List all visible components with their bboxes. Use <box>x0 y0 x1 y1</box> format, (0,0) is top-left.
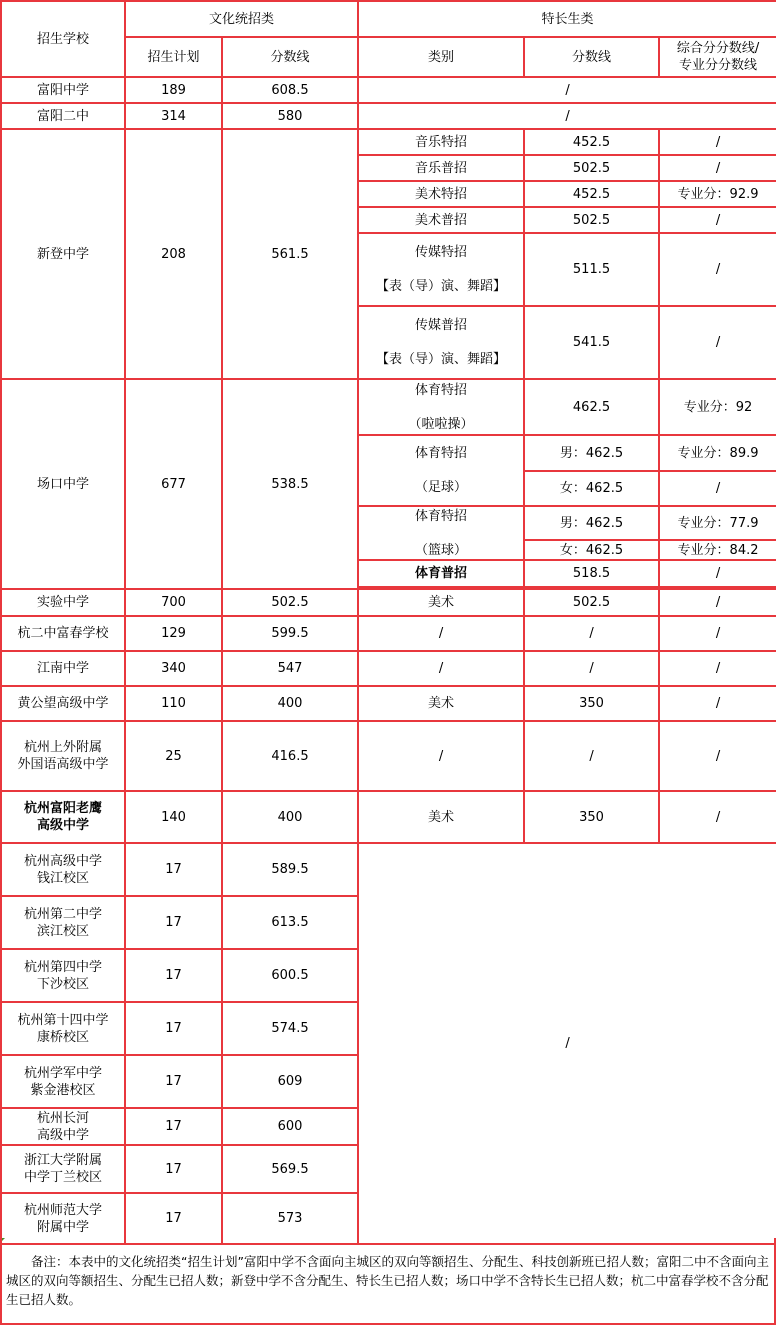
plan-value: 17 <box>125 1193 222 1244</box>
plan-value: 140 <box>125 791 222 843</box>
school-name: 富阳中学 <box>1 77 125 103</box>
special-extra: 专业分：77.9 <box>659 506 776 540</box>
special-extra: / <box>659 471 776 506</box>
score-value: 580 <box>222 103 358 129</box>
plan-value: 110 <box>125 686 222 721</box>
plan-value: 17 <box>125 843 222 896</box>
special-category: 体育特招 （啦啦操） <box>358 379 524 435</box>
score-value: 574.5 <box>222 1002 358 1055</box>
special-score: 462.5 <box>524 379 659 435</box>
special-extra: / <box>659 616 776 651</box>
special-category: 音乐特招 <box>358 129 524 155</box>
plan-value: 340 <box>125 651 222 686</box>
score-value: 609 <box>222 1055 358 1108</box>
header-score: 分数线 <box>222 37 358 77</box>
special-extra: / <box>659 651 776 686</box>
score-value: 416.5 <box>222 721 358 791</box>
special-score: 350 <box>524 791 659 843</box>
special-score: 452.5 <box>524 181 659 207</box>
score-value: 561.5 <box>222 129 358 379</box>
plan-value: 189 <box>125 77 222 103</box>
school-name: 杭州学军中学 紫金港校区 <box>1 1055 125 1108</box>
special-extra: / <box>659 686 776 721</box>
score-value: 608.5 <box>222 77 358 103</box>
special-extra: 专业分：84.2 <box>659 540 776 560</box>
special-category: 传媒特招 【表（导）演、舞蹈】 <box>358 233 524 306</box>
special-score: 511.5 <box>524 233 659 306</box>
special-extra: / <box>659 129 776 155</box>
special-score: 518.5 <box>524 560 659 587</box>
plan-value: 700 <box>125 589 222 616</box>
score-value: 589.5 <box>222 843 358 896</box>
special-category: 美术 <box>358 791 524 843</box>
school-name: 杭州师范大学 附属中学 <box>1 1193 125 1244</box>
special-category: 体育普招 <box>358 560 524 587</box>
score-value: 573 <box>222 1193 358 1244</box>
plan-value: 208 <box>125 129 222 379</box>
special-category: 美术特招 <box>358 181 524 207</box>
table-note: 备注：本表中的文化统招类“招生计划”富阳中学不含面向主城区的双向等额招生、分配生、科技创新班已招人数；富阳二中不含面向主城区的双向等额招生、分配生已招人数；新登中学不含分配生、特长生已招人数；场口中学不含特长生已招人数；杭二中富春学校不含分配生已招人数。 <box>0 1238 776 1325</box>
special-score: / <box>524 651 659 686</box>
score-value: 538.5 <box>222 379 358 589</box>
special-extra: 专业分：92.9 <box>659 181 776 207</box>
header-special: 特长生类 <box>358 1 776 37</box>
special-score: 541.5 <box>524 306 659 379</box>
special-score: 502.5 <box>524 589 659 616</box>
school-name: 杭州上外附属 外国语高级中学 <box>1 721 125 791</box>
special-score: 452.5 <box>524 129 659 155</box>
plan-value: 17 <box>125 1055 222 1108</box>
special-extra: / <box>659 721 776 791</box>
score-value: 600.5 <box>222 949 358 1002</box>
special-score: / <box>524 616 659 651</box>
score-value: 400 <box>222 791 358 843</box>
special-extra: / <box>659 589 776 616</box>
special-none: / <box>358 103 776 129</box>
special-category: / <box>358 616 524 651</box>
header-combined-score: 综合分分数线/ 专业分分数线 <box>659 37 776 77</box>
special-category: / <box>358 651 524 686</box>
school-name: 浙江大学附属 中学丁兰校区 <box>1 1145 125 1193</box>
special-score: 男：462.5 <box>524 435 659 471</box>
special-extra: / <box>659 155 776 181</box>
special-score: 女：462.5 <box>524 471 659 506</box>
special-extra: 专业分：92 <box>659 379 776 435</box>
score-value: 502.5 <box>222 589 358 616</box>
special-score: 男：462.5 <box>524 506 659 540</box>
special-extra: / <box>659 306 776 379</box>
plan-value: 17 <box>125 1108 222 1145</box>
special-category: / <box>358 721 524 791</box>
score-value: 613.5 <box>222 896 358 949</box>
special-extra: / <box>659 791 776 843</box>
special-category: 传媒普招 【表（导）演、舞蹈】 <box>358 306 524 379</box>
header-culture: 文化统招类 <box>125 1 358 37</box>
special-extra: 专业分：89.9 <box>659 435 776 471</box>
plan-value: 314 <box>125 103 222 129</box>
plan-value: 17 <box>125 949 222 1002</box>
special-score: 女：462.5 <box>524 540 659 560</box>
header-category: 类别 <box>358 37 524 77</box>
school-name: 杭州高级中学 钱江校区 <box>1 843 125 896</box>
score-value: 547 <box>222 651 358 686</box>
special-none: / <box>358 843 776 1244</box>
special-score: 502.5 <box>524 155 659 181</box>
header-plan: 招生计划 <box>125 37 222 77</box>
score-value: 400 <box>222 686 358 721</box>
school-name: 杭州长河 高级中学 <box>1 1108 125 1145</box>
special-none: / <box>358 77 776 103</box>
school-name: 黄公望高级中学 <box>1 686 125 721</box>
special-score: 502.5 <box>524 207 659 233</box>
special-score: 350 <box>524 686 659 721</box>
special-category: 美术 <box>358 589 524 616</box>
score-value: 599.5 <box>222 616 358 651</box>
school-name: 杭二中富春学校 <box>1 616 125 651</box>
school-name: 杭州第十四中学 康桥校区 <box>1 1002 125 1055</box>
plan-value: 17 <box>125 1145 222 1193</box>
school-name: 江南中学 <box>1 651 125 686</box>
special-category: 体育特招 （篮球） <box>358 506 524 560</box>
school-name: 杭州第四中学 下沙校区 <box>1 949 125 1002</box>
special-extra: / <box>659 560 776 587</box>
special-category: 音乐普招 <box>358 155 524 181</box>
plan-value: 677 <box>125 379 222 589</box>
school-name: 杭州富阳老鹰 高级中学 <box>1 791 125 843</box>
school-name: 场口中学 <box>1 379 125 589</box>
header-special-score: 分数线 <box>524 37 659 77</box>
plan-value: 17 <box>125 1002 222 1055</box>
score-value: 569.5 <box>222 1145 358 1193</box>
header-school: 招生学校 <box>1 1 125 77</box>
plan-value: 17 <box>125 896 222 949</box>
special-category: 体育特招 （足球） <box>358 435 524 506</box>
school-name: 新登中学 <box>1 129 125 379</box>
special-extra: / <box>659 207 776 233</box>
special-category: 美术普招 <box>358 207 524 233</box>
special-score: / <box>524 721 659 791</box>
plan-value: 25 <box>125 721 222 791</box>
school-name: 富阳二中 <box>1 103 125 129</box>
special-extra: / <box>659 233 776 306</box>
plan-value: 129 <box>125 616 222 651</box>
school-name: 实验中学 <box>1 589 125 616</box>
special-category: 美术 <box>358 686 524 721</box>
score-value: 600 <box>222 1108 358 1145</box>
school-name: 杭州第二中学 滨江校区 <box>1 896 125 949</box>
